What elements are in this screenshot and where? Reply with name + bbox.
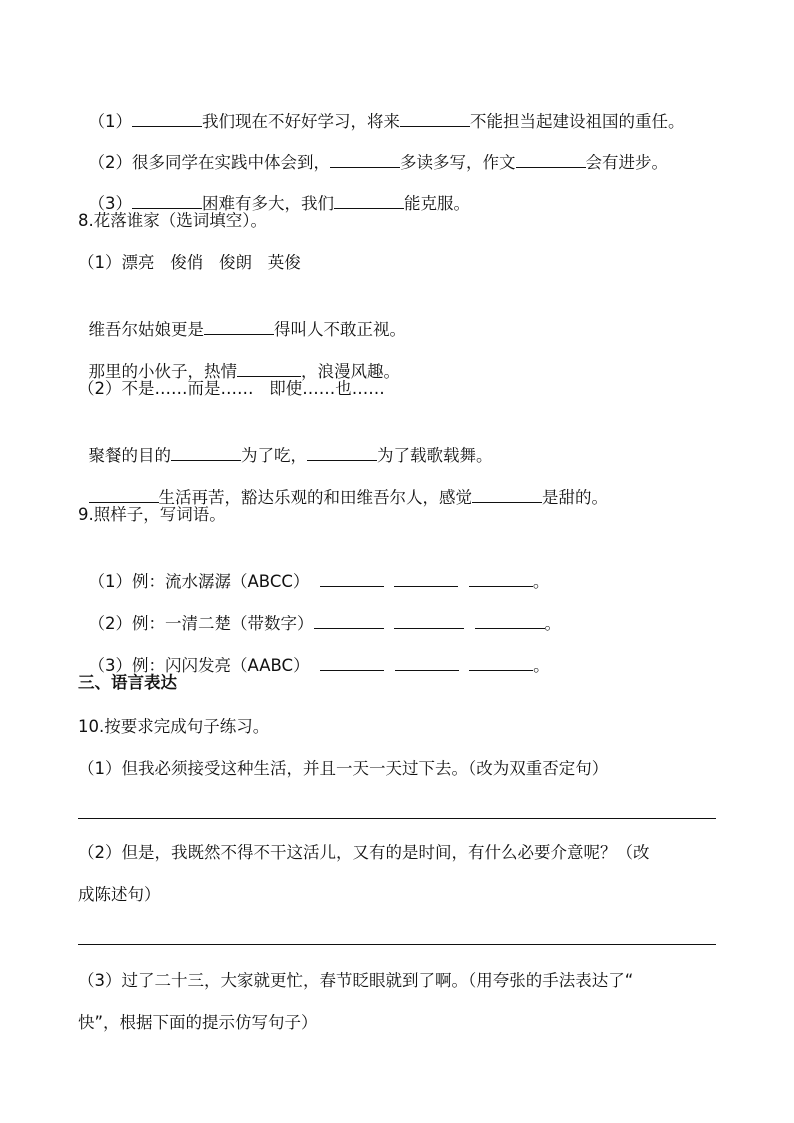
answer-line-1[interactable] (78, 818, 716, 819)
q9-example-1 (78, 546, 549, 593)
q7-s1-mid: 我们现在不好好学习，将来 (202, 112, 400, 131)
answer-line-2[interactable] (78, 944, 716, 945)
fill-blank[interactable] (394, 568, 458, 587)
q7-s3-end: 能克服。 (404, 194, 470, 213)
fill-blank[interactable] (204, 316, 274, 335)
q9-ex3-period: 。 (533, 656, 550, 675)
fill-blank[interactable] (89, 484, 159, 503)
fill-blank[interactable] (132, 190, 202, 209)
q8-p1-s2-end: ，浪漫风趣。 (301, 362, 400, 381)
q9-ex2-period: 。 (544, 614, 561, 633)
q7-sentence-2 (78, 127, 668, 174)
fill-blank[interactable] (334, 190, 404, 209)
q8-part1-sentence-1 (78, 294, 406, 341)
q8-part2-options: （2）不是……而是…… 即使……也…… (78, 379, 385, 398)
q10-item-1: （1）但我必须接受这种生活，并且一天一天过下去。（改为双重否定句） (78, 759, 609, 778)
q8-p1-s1-end: 得叫人不敢正视。 (274, 320, 406, 339)
q8-part2-sentence-1 (78, 420, 493, 467)
q8-p2-s1-start: 聚餐的目的 (88, 446, 171, 465)
fill-blank[interactable] (469, 652, 533, 671)
fill-blank[interactable] (330, 149, 400, 168)
q8-part2-sentence-2 (78, 462, 608, 509)
fill-blank[interactable] (171, 442, 241, 461)
q7-s1-prefix: （1） (88, 112, 132, 131)
q8-p1-s1-start: 维吾尔姑娘更是 (88, 320, 204, 339)
q7-s3-prefix: （3） (88, 194, 132, 213)
q8-p2-s1-mid: 为了吃， (241, 446, 307, 465)
q8-p1-s2-start: 那里的小伙子，热情 (88, 362, 237, 381)
q10-item-2-line-2: 成陈述句） (78, 885, 161, 904)
q10-item-3-line-1: （3）过了二十三，大家就更忙，春节眨眼就到了啊。（用夸张的手法表达了“ (78, 971, 634, 990)
q9-ex1-period: 。 (532, 572, 550, 591)
fill-blank[interactable] (472, 484, 542, 503)
q8-part1-sentence-2 (78, 336, 400, 383)
q8-p2-s2-mid: 生活再苦，豁达乐观的和田维吾尔人，感觉 (158, 488, 472, 507)
q7-s3-mid: 困难有多大，我们 (202, 194, 334, 213)
q10-item-2-line-1: （2）但是，我既然不得不干这活儿，又有的是时间，有什么必要介意呢？（改 (78, 843, 650, 862)
fill-blank[interactable] (320, 652, 384, 671)
section-3-heading: 三、语言表达 (78, 673, 177, 692)
q7-sentence-1 (78, 86, 685, 133)
fill-blank[interactable] (307, 442, 377, 461)
fill-blank[interactable] (395, 652, 459, 671)
q9-ex3-label: （3）例：闪闪发亮（AABC） (88, 656, 310, 675)
q7-s2-prefix: （2）很多同学在实践中体会到， (88, 153, 330, 172)
fill-blank[interactable] (132, 108, 202, 127)
q9-example-2 (78, 588, 561, 635)
fill-blank[interactable] (516, 149, 586, 168)
q8-title: 8.花落谁家（选词填空）。 (78, 211, 267, 230)
q7-s2-mid: 多读多写，作文 (400, 153, 516, 172)
fill-blank[interactable] (400, 108, 470, 127)
fill-blank[interactable] (314, 610, 384, 629)
q9-ex1-label: （1）例：流水潺潺（ABCC） (88, 572, 310, 591)
q9-title: 9.照样子，写词语。 (78, 505, 226, 524)
fill-blank[interactable] (394, 610, 464, 629)
q10-title: 10.按要求完成句子练习。 (78, 717, 270, 736)
fill-blank[interactable] (237, 358, 301, 377)
q7-s1-end: 不能担当起建设祖国的重任。 (470, 112, 685, 131)
q8-p2-s2-end: 是甜的。 (542, 488, 608, 507)
q8-p2-s1-end: 为了载歌载舞。 (377, 446, 493, 465)
fill-blank[interactable] (469, 568, 533, 587)
fill-blank[interactable] (320, 568, 384, 587)
q7-s2-end: 会有进步。 (585, 153, 668, 172)
q7-sentence-3 (78, 168, 470, 215)
fill-blank[interactable] (475, 610, 545, 629)
q10-item-3-line-2: 快”，根据下面的提示仿写句子） (78, 1013, 318, 1032)
q8-part1-options: （1）漂亮 俊俏 俊朗 英俊 (78, 253, 301, 272)
q9-example-3 (78, 630, 550, 677)
q9-ex2-label: （2）例：一清二楚（带数字） (88, 614, 314, 633)
